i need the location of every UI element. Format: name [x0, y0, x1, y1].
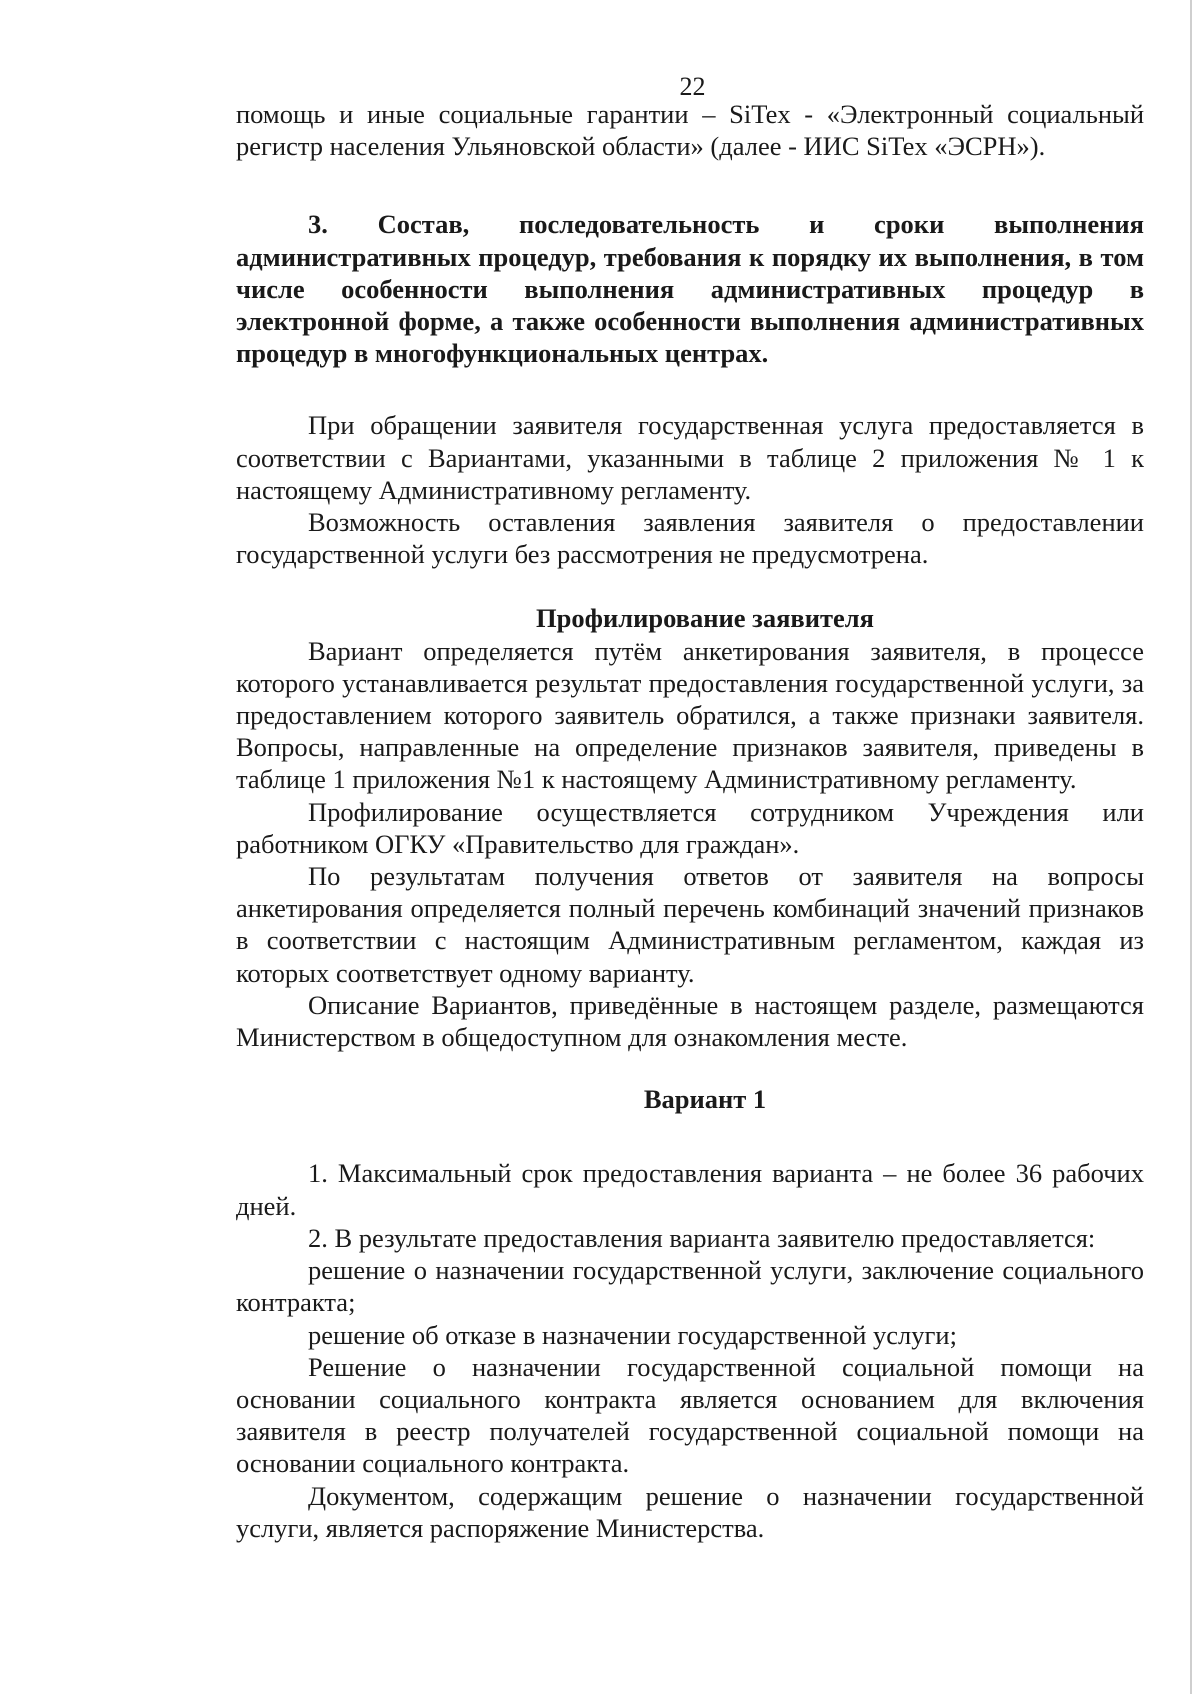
profiling-paragraph-1: Вариант определяется путём анкетирования заявителя, в процессе которого устанавливается результат предоставления государственной услуги, за предоставлением которого заявитель обратился, а также признаки заявителя. Вопросы, направленные на определение признаков заявителя, приведены в таблице 1 приложения №1 к настоящему Административному регламенту. [236, 635, 1144, 795]
profiling-heading: Профилирование заявителя [536, 603, 874, 634]
document-body [236, 98, 1144, 1544]
profiling-paragraph-2: Профилирование осуществляется сотрудником Учреждения или работником ОГКУ «Правительство для граждан». [236, 796, 1144, 859]
variant-1-paragraph-5: Решение о назначении государственной социальной помощи на основании социального контракта является основанием для включения заявителя в реестр получателей государственной социальной помощи на основании социального контракта. [236, 1351, 1144, 1479]
section-3-paragraph-1: При обращении заявителя государственная услуга предоставляется в соответствии с Вариантами, указанными в таблице 2 приложения № 1 к настоящему Административному регламенту. [236, 410, 1144, 505]
variant-1-paragraph-3: решение о назначении государственной услуги, заключение социального контракта; [236, 1255, 1144, 1318]
section-3-heading: 3. Состав, последовательность и сроки выполнения административных процедур, требования к порядку их выполнения, в том числе особенности выполнения административных процедур в электронной форме, а также особенности выполнения административных процедур в многофункциональных центрах. [236, 209, 1144, 369]
page-number: 22 [679, 72, 706, 101]
variant-1-paragraph-4: решение об отказе в назначении государственной услуги; [308, 1319, 957, 1350]
variant-1-paragraph-1: 1. Максимальный срок предоставления варианта – не более 36 рабочих дней. [236, 1158, 1144, 1221]
variant-1-paragraph-2: 2. В результате предоставления варианта заявителю предоставляется: [308, 1222, 1096, 1253]
profiling-paragraph-3: По результатам получения ответов от заявителя на вопросы анкетирования определяется полный перечень комбинаций значений признаков в соответствии с настоящим Административным регламентом, каждая из которых соответствует одному варианту. [236, 861, 1144, 988]
page-edge [1190, 0, 1192, 1694]
variant-1-heading: Вариант 1 [643, 1084, 767, 1115]
profiling-paragraph-4: Описание Вариантов, приведённые в настоящем разделе, размещаются Министерством в общедоступном для ознакомления месте. [236, 989, 1144, 1053]
intro-paragraph: помощь и иные социальные гарантии – SiTex - «Электронный социальный регистр населения Ульяновской области» (далее - ИИС SiTex «ЭСРН»). [236, 99, 1144, 162]
variant-1-paragraph-6: Документом, содержащим решение о назначении государственной услуги, является распоряжение Министерства. [236, 1480, 1144, 1543]
section-3-paragraph-2: Возможность оставления заявления заявителя о предоставлении государственной услуги без рассмотрения не предусмотрена. [236, 507, 1144, 570]
